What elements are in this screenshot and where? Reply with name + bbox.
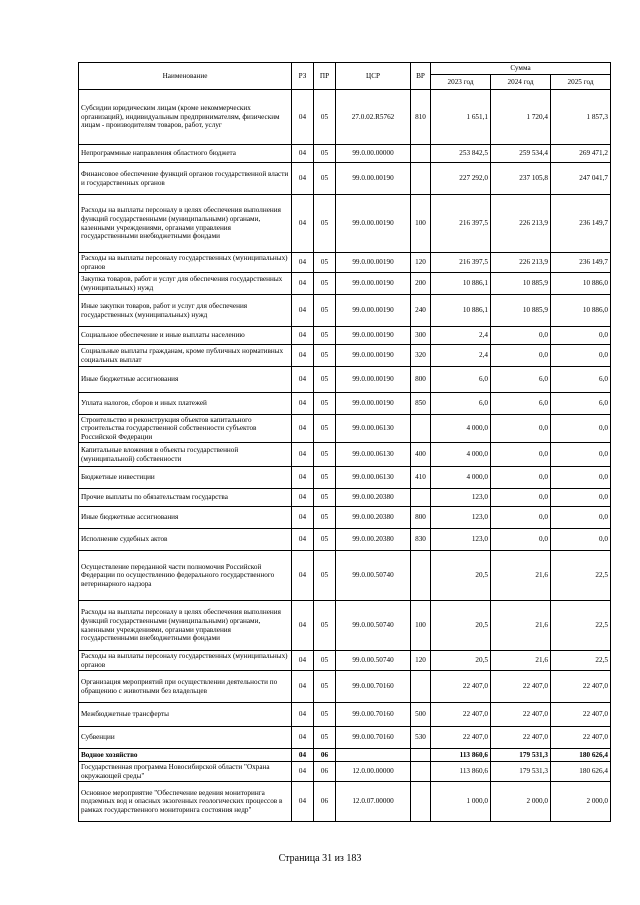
- row-vr-cell: 850: [411, 393, 431, 415]
- header-rz: РЗ: [292, 63, 314, 90]
- row-csr-cell: 99.0.00.00190: [336, 393, 411, 415]
- row-2024-cell: 0,0: [491, 443, 551, 467]
- row-rz-cell: 04: [292, 601, 314, 651]
- row-2024-cell: 22 407,0: [491, 703, 551, 727]
- row-csr-cell: 12.0.07.00000: [336, 782, 411, 822]
- row-vr-cell: [411, 749, 431, 762]
- row-pr-cell: 05: [314, 90, 336, 145]
- row-csr-cell: 99.0.00.06130: [336, 415, 411, 443]
- row-rz-cell: 04: [292, 727, 314, 749]
- row-rz-cell: 04: [292, 253, 314, 273]
- header-name: Наименование: [79, 63, 292, 90]
- row-rz-cell: 04: [292, 295, 314, 327]
- row-2024-cell: 6,0: [491, 367, 551, 393]
- row-2023-cell: 1 651,1: [431, 90, 491, 145]
- row-2025-cell: 236 149,7: [551, 253, 611, 273]
- table-row: [79, 762, 611, 782]
- row-rz-cell: 04: [292, 762, 314, 782]
- row-vr-cell: 240: [411, 295, 431, 327]
- row-rz-cell: 04: [292, 327, 314, 345]
- row-name-cell: Расходы на выплаты персоналу в целях обеспечения выполнения функций государственными (муниципальными) органами, казенными учреждениями, органами управления государственными внебюджетными фондами: [79, 601, 292, 651]
- row-pr-cell: 05: [314, 367, 336, 393]
- row-csr-cell: 99.0.00.70160: [336, 671, 411, 703]
- row-csr-cell: 99.0.00.06130: [336, 467, 411, 489]
- row-csr-cell: 99.0.00.70160: [336, 703, 411, 727]
- row-2024-cell: 237 105,8: [491, 163, 551, 195]
- row-pr-cell: 05: [314, 727, 336, 749]
- row-vr-cell: 410: [411, 467, 431, 489]
- header-csr: ЦСР: [336, 63, 411, 90]
- row-2024-cell: 0,0: [491, 529, 551, 551]
- row-2023-cell: 227 292,0: [431, 163, 491, 195]
- row-2023-cell: 10 886,1: [431, 295, 491, 327]
- row-2023-cell: 22 407,0: [431, 703, 491, 727]
- row-pr-cell: 05: [314, 671, 336, 703]
- row-csr-cell: 99.0.00.06130: [336, 443, 411, 467]
- row-2023-cell: 123,0: [431, 489, 491, 507]
- row-2023-cell: 6,0: [431, 393, 491, 415]
- row-2025-cell: 180 626,4: [551, 749, 611, 762]
- table-row: [79, 327, 611, 345]
- row-name-cell: Исполнение судебных актов: [79, 529, 292, 551]
- table-row: [79, 393, 611, 415]
- row-vr-cell: 810: [411, 90, 431, 145]
- header-year-2024: 2024 год: [491, 75, 551, 90]
- table-row: [79, 273, 611, 295]
- row-2023-cell: 22 407,0: [431, 671, 491, 703]
- row-pr-cell: 05: [314, 703, 336, 727]
- row-csr-cell: 99.0.00.50740: [336, 601, 411, 651]
- row-name-cell: Закупка товаров, работ и услуг для обеспечения государственных (муниципальных) нужд: [79, 273, 292, 295]
- budget-table: [78, 62, 611, 822]
- row-vr-cell: [411, 671, 431, 703]
- row-rz-cell: 04: [292, 195, 314, 253]
- row-vr-cell: [411, 415, 431, 443]
- row-csr-cell: 99.0.00.00190: [336, 195, 411, 253]
- row-2025-cell: 0,0: [551, 529, 611, 551]
- row-2024-cell: 10 885,9: [491, 295, 551, 327]
- row-2024-cell: 226 213,9: [491, 253, 551, 273]
- row-2024-cell: 0,0: [491, 489, 551, 507]
- row-csr-cell: 99.0.00.20380: [336, 489, 411, 507]
- row-2025-cell: 269 471,2: [551, 145, 611, 163]
- table-row: [79, 749, 611, 762]
- row-pr-cell: 05: [314, 145, 336, 163]
- row-name-cell: Непрограммные направления областного бюджета: [79, 145, 292, 163]
- table-row: [79, 163, 611, 195]
- row-pr-cell: 05: [314, 489, 336, 507]
- table-row: [79, 703, 611, 727]
- row-rz-cell: 04: [292, 529, 314, 551]
- row-vr-cell: 100: [411, 195, 431, 253]
- row-pr-cell: 05: [314, 393, 336, 415]
- row-name-cell: Субвенции: [79, 727, 292, 749]
- table-row: [79, 367, 611, 393]
- row-2025-cell: 22,5: [551, 551, 611, 601]
- row-pr-cell: 06: [314, 782, 336, 822]
- row-rz-cell: 04: [292, 90, 314, 145]
- row-2023-cell: 123,0: [431, 529, 491, 551]
- row-pr-cell: 05: [314, 295, 336, 327]
- row-vr-cell: [411, 782, 431, 822]
- row-2024-cell: 2 000,0: [491, 782, 551, 822]
- row-vr-cell: 400: [411, 443, 431, 467]
- row-csr-cell: 99.0.00.00190: [336, 163, 411, 195]
- row-name-cell: Водное хозяйство: [79, 749, 292, 762]
- row-rz-cell: 04: [292, 415, 314, 443]
- row-rz-cell: 04: [292, 749, 314, 762]
- row-name-cell: Иные закупки товаров, работ и услуг для обеспечения государственных (муниципальных) нужд: [79, 295, 292, 327]
- page-number: Страница 31 из 183: [278, 853, 362, 864]
- row-2024-cell: 0,0: [491, 327, 551, 345]
- row-pr-cell: 05: [314, 529, 336, 551]
- row-2025-cell: 2 000,0: [551, 782, 611, 822]
- row-2024-cell: 6,0: [491, 393, 551, 415]
- table-row: [79, 529, 611, 551]
- row-csr-cell: 99.0.00.20380: [336, 507, 411, 529]
- row-2023-cell: 2,4: [431, 327, 491, 345]
- row-rz-cell: 04: [292, 651, 314, 671]
- row-name-cell: Социальные выплаты гражданам, кроме публичных нормативных социальных выплат: [79, 345, 292, 367]
- row-csr-cell: 99.0.00.00190: [336, 367, 411, 393]
- row-csr-cell: 27.0.02.R5762: [336, 90, 411, 145]
- row-csr-cell: 99.0.00.70160: [336, 727, 411, 749]
- row-2023-cell: 4 000,0: [431, 467, 491, 489]
- row-csr-cell: 99.0.00.00000: [336, 145, 411, 163]
- row-pr-cell: 05: [314, 507, 336, 529]
- row-2025-cell: 22 407,0: [551, 727, 611, 749]
- table-row: [79, 782, 611, 822]
- row-csr-cell: 99.0.00.20380: [336, 529, 411, 551]
- row-csr-cell: 99.0.00.00190: [336, 295, 411, 327]
- row-vr-cell: 320: [411, 345, 431, 367]
- row-name-cell: Субсидии юридическим лицам (кроме некоммерческих организаций), индивидуальным предпринимателям, физическим лицам - производителям товаров, работ, услуг: [79, 90, 292, 145]
- row-rz-cell: 04: [292, 782, 314, 822]
- row-2024-cell: 1 720,4: [491, 90, 551, 145]
- row-name-cell: Бюджетные инвестиции: [79, 467, 292, 489]
- row-2023-cell: 10 886,1: [431, 273, 491, 295]
- row-2023-cell: 4 000,0: [431, 415, 491, 443]
- table-row: [79, 295, 611, 327]
- row-2023-cell: 6,0: [431, 367, 491, 393]
- row-rz-cell: 04: [292, 489, 314, 507]
- row-2024-cell: 259 534,4: [491, 145, 551, 163]
- row-2025-cell: 0,0: [551, 415, 611, 443]
- row-2024-cell: 10 885,9: [491, 273, 551, 295]
- row-csr-cell: 99.0.00.00190: [336, 253, 411, 273]
- row-2023-cell: 123,0: [431, 507, 491, 529]
- table-row: [79, 467, 611, 489]
- row-rz-cell: 04: [292, 443, 314, 467]
- row-rz-cell: 04: [292, 551, 314, 601]
- row-rz-cell: 04: [292, 145, 314, 163]
- row-name-cell: Иные бюджетные ассигнования: [79, 507, 292, 529]
- row-vr-cell: [411, 551, 431, 601]
- row-vr-cell: 800: [411, 367, 431, 393]
- row-vr-cell: 530: [411, 727, 431, 749]
- table-row: [79, 195, 611, 253]
- row-csr-cell: 99.0.00.00190: [336, 327, 411, 345]
- row-2024-cell: 179 531,3: [491, 762, 551, 782]
- table-row: [79, 253, 611, 273]
- row-2024-cell: 21,6: [491, 551, 551, 601]
- row-name-cell: Социальное обеспечение и иные выплаты населению: [79, 327, 292, 345]
- row-2025-cell: 0,0: [551, 345, 611, 367]
- row-pr-cell: 05: [314, 327, 336, 345]
- row-2025-cell: 247 041,7: [551, 163, 611, 195]
- row-pr-cell: 05: [314, 467, 336, 489]
- row-rz-cell: 04: [292, 273, 314, 295]
- row-2023-cell: 216 397,5: [431, 195, 491, 253]
- row-pr-cell: 05: [314, 601, 336, 651]
- row-2025-cell: 6,0: [551, 367, 611, 393]
- table-row: [79, 651, 611, 671]
- row-name-cell: Уплата налогов, сборов и иных платежей: [79, 393, 292, 415]
- table-row: [79, 345, 611, 367]
- row-rz-cell: 04: [292, 467, 314, 489]
- row-name-cell: Расходы на выплаты персоналу государственных (муниципальных) органов: [79, 253, 292, 273]
- row-csr-cell: 12.0.00.00000: [336, 762, 411, 782]
- row-vr-cell: [411, 489, 431, 507]
- row-vr-cell: 200: [411, 273, 431, 295]
- row-vr-cell: 100: [411, 601, 431, 651]
- header-year-2025: 2025 год: [551, 75, 611, 90]
- row-2025-cell: 180 626,4: [551, 762, 611, 782]
- row-vr-cell: 500: [411, 703, 431, 727]
- row-2024-cell: 226 213,9: [491, 195, 551, 253]
- row-rz-cell: 04: [292, 367, 314, 393]
- row-2023-cell: 216 397,5: [431, 253, 491, 273]
- row-2024-cell: 0,0: [491, 415, 551, 443]
- row-2024-cell: 0,0: [491, 345, 551, 367]
- row-2023-cell: 113 860,6: [431, 762, 491, 782]
- row-pr-cell: 05: [314, 415, 336, 443]
- row-2023-cell: 2,4: [431, 345, 491, 367]
- row-2023-cell: 1 000,0: [431, 782, 491, 822]
- row-pr-cell: 05: [314, 195, 336, 253]
- row-2025-cell: 22,5: [551, 651, 611, 671]
- row-2024-cell: 0,0: [491, 467, 551, 489]
- row-vr-cell: [411, 163, 431, 195]
- row-2024-cell: 21,6: [491, 651, 551, 671]
- table-row: [79, 671, 611, 703]
- row-name-cell: Основное мероприятие "Обеспечение ведения мониторинга подземных вод и опасных экзогенных геологических процессов в рамках государственного мониторинга состояния недр": [79, 782, 292, 822]
- row-2023-cell: 22 407,0: [431, 727, 491, 749]
- row-name-cell: Строительство и реконструкция объектов капитального строительства государственной собственности субъектов Российской Федерации: [79, 415, 292, 443]
- row-pr-cell: 05: [314, 551, 336, 601]
- row-2024-cell: 22 407,0: [491, 727, 551, 749]
- row-csr-cell: 99.0.00.00190: [336, 345, 411, 367]
- row-2025-cell: 0,0: [551, 443, 611, 467]
- row-rz-cell: 04: [292, 507, 314, 529]
- table-body: [79, 90, 611, 822]
- row-csr-cell: 99.0.00.50740: [336, 651, 411, 671]
- row-pr-cell: 05: [314, 253, 336, 273]
- row-2025-cell: 0,0: [551, 507, 611, 529]
- row-name-cell: Расходы на выплаты персоналу государственных (муниципальных) органов: [79, 651, 292, 671]
- row-2025-cell: 236 149,7: [551, 195, 611, 253]
- row-2025-cell: 10 886,0: [551, 273, 611, 295]
- row-pr-cell: 05: [314, 163, 336, 195]
- header-sum: Сумма: [431, 63, 611, 75]
- table-row: [79, 727, 611, 749]
- row-name-cell: Межбюджетные трансферты: [79, 703, 292, 727]
- row-2025-cell: 0,0: [551, 489, 611, 507]
- row-2023-cell: 253 842,5: [431, 145, 491, 163]
- row-2024-cell: 22 407,0: [491, 671, 551, 703]
- row-name-cell: Иные бюджетные ассигнования: [79, 367, 292, 393]
- row-name-cell: Финансовое обеспечение функций органов государственной власти и государственных органов: [79, 163, 292, 195]
- header-year-2023: 2023 год: [431, 75, 491, 90]
- row-2025-cell: 1 857,3: [551, 90, 611, 145]
- row-2023-cell: 20,5: [431, 551, 491, 601]
- table-row: [79, 145, 611, 163]
- row-name-cell: Осуществление переданной части полномочия Российской Федерации по осуществлению федерального государственного ветеринарного надзора: [79, 551, 292, 601]
- row-rz-cell: 04: [292, 671, 314, 703]
- row-pr-cell: 06: [314, 749, 336, 762]
- row-name-cell: Капитальные вложения в объекты государственной (муниципальной) собственности: [79, 443, 292, 467]
- header-vr: ВР: [411, 63, 431, 90]
- table-row: [79, 415, 611, 443]
- row-2024-cell: 179 531,3: [491, 749, 551, 762]
- row-rz-cell: 04: [292, 163, 314, 195]
- table-header: [79, 63, 611, 90]
- row-csr-cell: [336, 749, 411, 762]
- row-2025-cell: 0,0: [551, 327, 611, 345]
- row-2025-cell: 6,0: [551, 393, 611, 415]
- row-name-cell: Расходы на выплаты персоналу в целях обеспечения выполнения функций государственными (муниципальными) органами, казенными учреждениями, органами управления государственными внебюджетными фондами: [79, 195, 292, 253]
- row-pr-cell: 05: [314, 443, 336, 467]
- row-vr-cell: [411, 762, 431, 782]
- row-2025-cell: 10 886,0: [551, 295, 611, 327]
- table-row: [79, 507, 611, 529]
- row-vr-cell: 300: [411, 327, 431, 345]
- row-vr-cell: 120: [411, 253, 431, 273]
- row-2023-cell: 20,5: [431, 601, 491, 651]
- table-row: [79, 601, 611, 651]
- row-name-cell: Государственная программа Новосибирской области "Охрана окружающей среды": [79, 762, 292, 782]
- row-vr-cell: 120: [411, 651, 431, 671]
- row-csr-cell: 99.0.00.50740: [336, 551, 411, 601]
- row-csr-cell: 99.0.00.00190: [336, 273, 411, 295]
- row-pr-cell: 06: [314, 762, 336, 782]
- header-pr: ПР: [314, 63, 336, 90]
- row-rz-cell: 04: [292, 703, 314, 727]
- row-2023-cell: 113 860,6: [431, 749, 491, 762]
- row-vr-cell: [411, 145, 431, 163]
- row-2025-cell: 0,0: [551, 467, 611, 489]
- row-2025-cell: 22 407,0: [551, 703, 611, 727]
- row-2023-cell: 4 000,0: [431, 443, 491, 467]
- row-2025-cell: 22 407,0: [551, 671, 611, 703]
- table-row: [79, 489, 611, 507]
- row-pr-cell: 05: [314, 273, 336, 295]
- row-rz-cell: 04: [292, 345, 314, 367]
- row-2025-cell: 22,5: [551, 601, 611, 651]
- row-2023-cell: 20,5: [431, 651, 491, 671]
- table-row: [79, 90, 611, 145]
- row-rz-cell: 04: [292, 393, 314, 415]
- row-pr-cell: 05: [314, 345, 336, 367]
- table-row: [79, 443, 611, 467]
- row-pr-cell: 05: [314, 651, 336, 671]
- row-2024-cell: 0,0: [491, 507, 551, 529]
- row-2024-cell: 21,6: [491, 601, 551, 651]
- row-vr-cell: 800: [411, 507, 431, 529]
- row-name-cell: Организация мероприятий при осуществлении деятельности по обращению с животными без владельцев: [79, 671, 292, 703]
- row-name-cell: Прочие выплаты по обязательствам государства: [79, 489, 292, 507]
- row-vr-cell: 830: [411, 529, 431, 551]
- table-row: [79, 551, 611, 601]
